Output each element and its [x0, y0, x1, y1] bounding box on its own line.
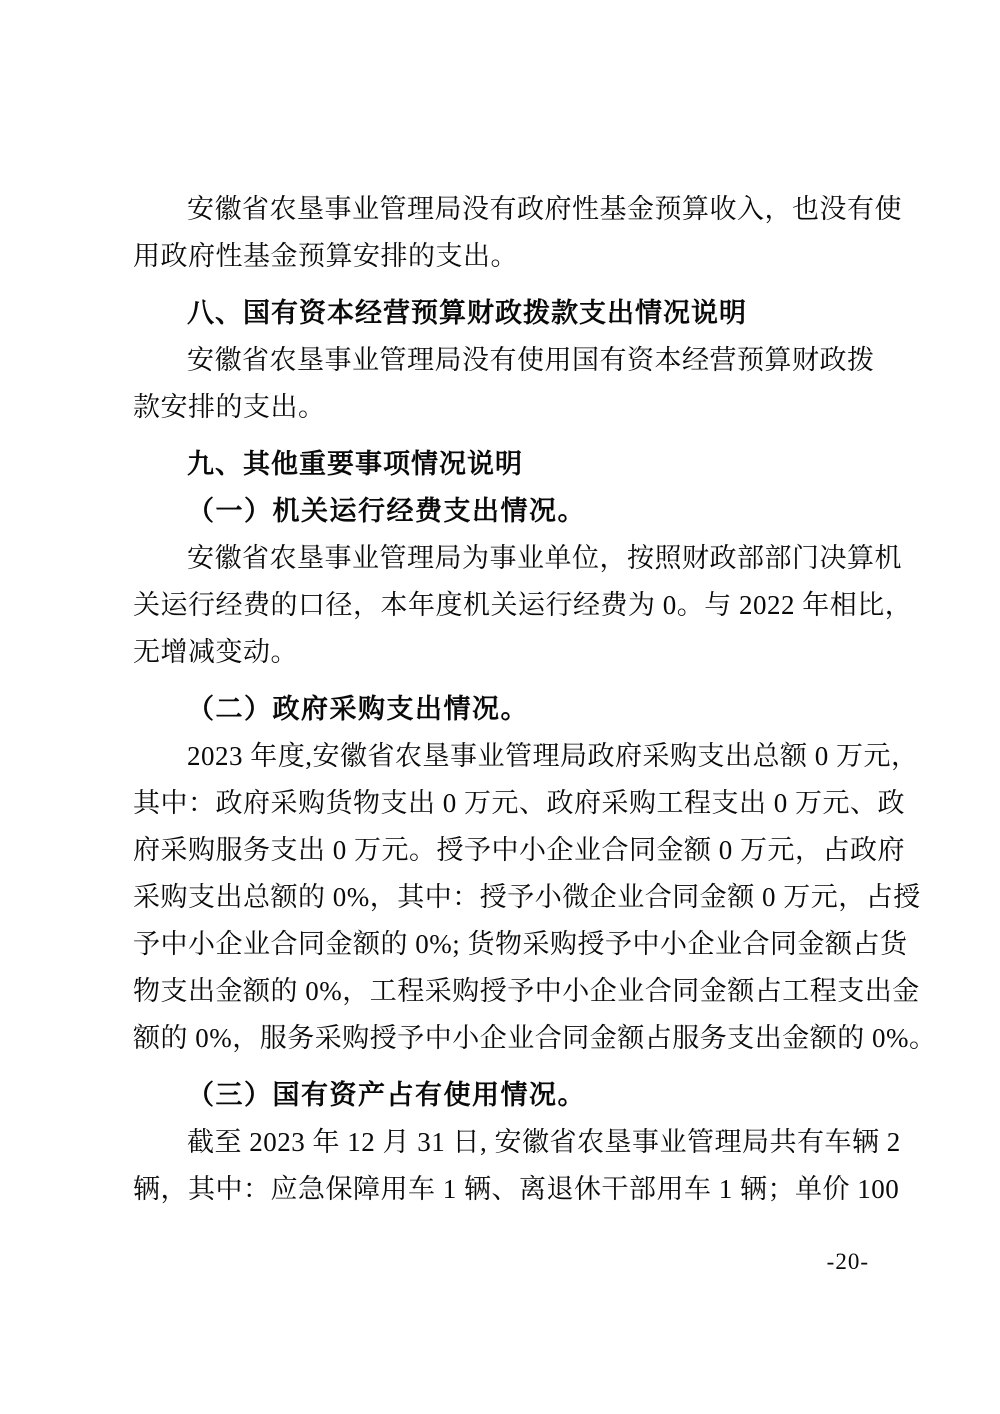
paragraph — [133, 535, 913, 676]
text-line: 其中：政府采购货物支出 0 万元、政府采购工程支出 0 万元、政 — [133, 788, 905, 818]
text-line: 采购支出总额的 0%，其中：授予小微企业合同金额 0 万元，占授 — [133, 882, 921, 912]
text-line: 物支出金额的 0%，工程采购授予中小企业合同金额占工程支出金 — [133, 976, 920, 1006]
text-line: 安徽省农垦事业管理局没有使用国有资本经营预算财政拨 — [187, 345, 875, 375]
sub-heading — [133, 1072, 873, 1119]
text-line: （三）国有资产占有使用情况。 — [187, 1080, 586, 1110]
text-line: 关运行经费的口径，本年度机关运行经费为 0。与 2022 年相比， — [133, 590, 913, 620]
text-line: （二）政府采购支出情况。 — [187, 694, 529, 724]
text-line: 辆，其中：应急保障用车 1 辆、离退休干部用车 1 辆；单价 100 — [133, 1174, 900, 1204]
text-line: 府采购服务支出 0 万元。授予中小企业合同金额 0 万元，占政府 — [133, 835, 905, 865]
page-number: -20- — [826, 1249, 869, 1274]
paragraph — [133, 337, 873, 431]
paragraph — [133, 733, 937, 1062]
text-line: 截至 2023 年 12 月 31 日, 安徽省农垦事业管理局共有车辆 2 — [187, 1127, 901, 1157]
sub-heading — [133, 686, 873, 733]
paragraph — [133, 1119, 901, 1213]
section-heading — [133, 441, 873, 488]
text-line: 八、国有资本经营预算财政拨款支出情况说明 — [187, 298, 747, 328]
section-heading — [133, 290, 873, 337]
text-line: 安徽省农垦事业管理局没有政府性基金预算收入，也没有使 — [187, 194, 902, 224]
text-line: 安徽省农垦事业管理局为事业单位，按照财政部部门决算机 — [187, 543, 902, 573]
text-line: 九、其他重要事项情况说明 — [187, 449, 523, 479]
text-line: （一）机关运行经费支出情况。 — [187, 496, 586, 526]
text-line: 2023 年度,安徽省农垦事业管理局政府采购支出总额 0 万元， — [187, 741, 919, 771]
document-content — [133, 186, 937, 1213]
text-line: 额的 0%，服务采购授予中小企业合同金额占服务支出金额的 0%。 — [133, 1023, 937, 1053]
sub-heading — [133, 488, 873, 535]
text-line: 款安排的支出。 — [133, 392, 326, 422]
text-line: 无增减变动。 — [133, 637, 298, 667]
text-line: 予中小企业合同金额的 0%; 货物采购授予中小企业合同金额占货 — [133, 929, 908, 959]
text-line: 用政府性基金预算安排的支出。 — [133, 241, 518, 271]
paragraph — [133, 186, 902, 280]
